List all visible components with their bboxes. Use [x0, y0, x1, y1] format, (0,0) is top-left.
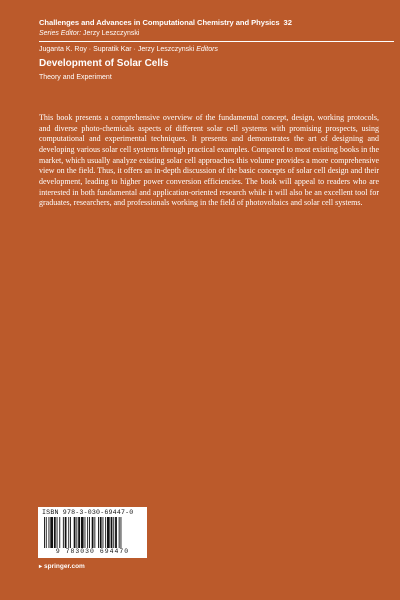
- arrow-right-icon: ▸: [39, 564, 43, 570]
- series-editor-name: Jerzy Leszczynski: [82, 30, 140, 37]
- series-title-text: Challenges and Advances in Computational Chemistry and Physics: [39, 18, 280, 27]
- header-divider: [39, 41, 394, 42]
- isbn-label: ISBN 978-3-030-69447-0: [42, 509, 134, 516]
- barcode-digits: 9 783030 694470: [55, 548, 130, 555]
- series-volume: 32: [283, 18, 292, 27]
- isbn-barcode-box: [38, 507, 147, 558]
- book-title: Development of Solar Cells: [39, 58, 169, 69]
- book-editors-names: Juganta K. Roy · Supratik Kar · Jerzy Leszczynski: [39, 46, 195, 53]
- series-editor: [39, 30, 139, 37]
- book-editors-label: Editors: [196, 46, 218, 53]
- book-description: This book presents a comprehensive overview of the fundamental concept, design, working protocols, and diverse photo-chemicals aspects of different solar cell systems with promising prospects, using computational and experimental techniques. It presents and demonstrates the art of designing and developing various solar cell systems through practical examples. Compared to most existing books in the market, which usually analyze existing solar cell approaches this volume provides a more comprehensive view on the field. Thus, it offers an in-depth discussion of the basic concepts of solar cell design and their development, leading to higher power conversion efficiencies. The book will appeal to readers who are interested in both fundamental and application-oriented research while it will also be an excellent tool for graduates, researchers, and professionals working in the field of photovoltaics and solar cell systems.: [39, 113, 379, 208]
- publisher-url-text: springer.com: [44, 563, 85, 570]
- book-editors: [39, 46, 218, 53]
- series-title: [39, 18, 394, 27]
- series-editor-label: Series Editor:: [39, 30, 82, 37]
- publisher-link[interactable]: [39, 563, 85, 570]
- barcode-icon: [44, 517, 141, 548]
- book-subtitle: Theory and Experiment: [39, 74, 112, 81]
